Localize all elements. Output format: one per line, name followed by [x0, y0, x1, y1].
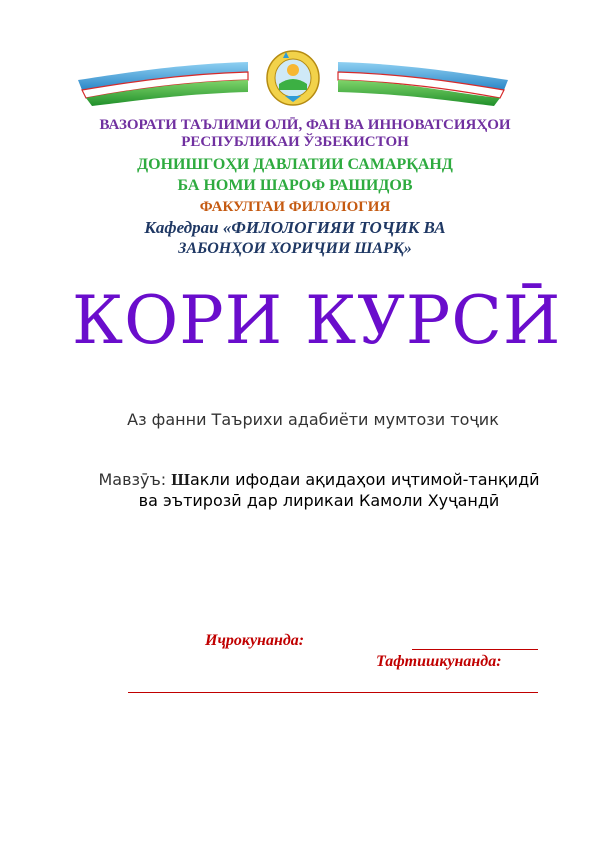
subject-line: Аз фанни Таърихи адабиёти мумтози тоҷик [127, 410, 499, 429]
topic-block [96, 469, 542, 511]
university-line-1: ДОНИШГОҲИ ДАВЛАТИИ САМАРҚАНД [137, 156, 453, 173]
left-ribbon [78, 62, 248, 106]
university-line-2: БА НОМИ ШАРОФ РАШИДОВ [177, 177, 413, 194]
faculty-name: ФАКУЛТАИ ФИЛОЛОГИЯ [199, 199, 391, 215]
flag-ribbon-banner [78, 44, 508, 106]
topic-first-letter: Ш [171, 470, 190, 489]
topic-label: Мавзӯъ: [98, 470, 172, 489]
ministry-line-1: ВАЗОРАТИ ТАЪЛИМИ ОЛӢ, ФАН ВА ИННОВАТСИЯҲОИ [99, 117, 511, 133]
executor-signature-line [412, 632, 538, 650]
executor-label: Иҷрокунанда: [205, 632, 305, 649]
topic-text: акли ифодаи ақидаҳои иҷтимой-танқидӣ ва эътирозӣ дар лирикаи Камоли Хуҷандӣ [138, 470, 540, 510]
department-line-1: Кафедраи «ФИЛОЛОГИЯИ ТОҶИК ВА [144, 218, 446, 237]
right-ribbon [338, 62, 508, 106]
document-title: КОРИ КУРСӢ [72, 282, 562, 359]
reviewer-label: Тафтишкунанда: [376, 653, 502, 670]
reviewer-signature-line [128, 676, 538, 693]
state-emblem-icon [267, 51, 319, 105]
ministry-line-2: РЕСПУБЛИКАИ ЎЗБЕКИСТОН [181, 134, 409, 150]
department-line-2: ЗАБОНҲОИ ХОРИҶИИ ШАРҚ» [178, 240, 412, 257]
